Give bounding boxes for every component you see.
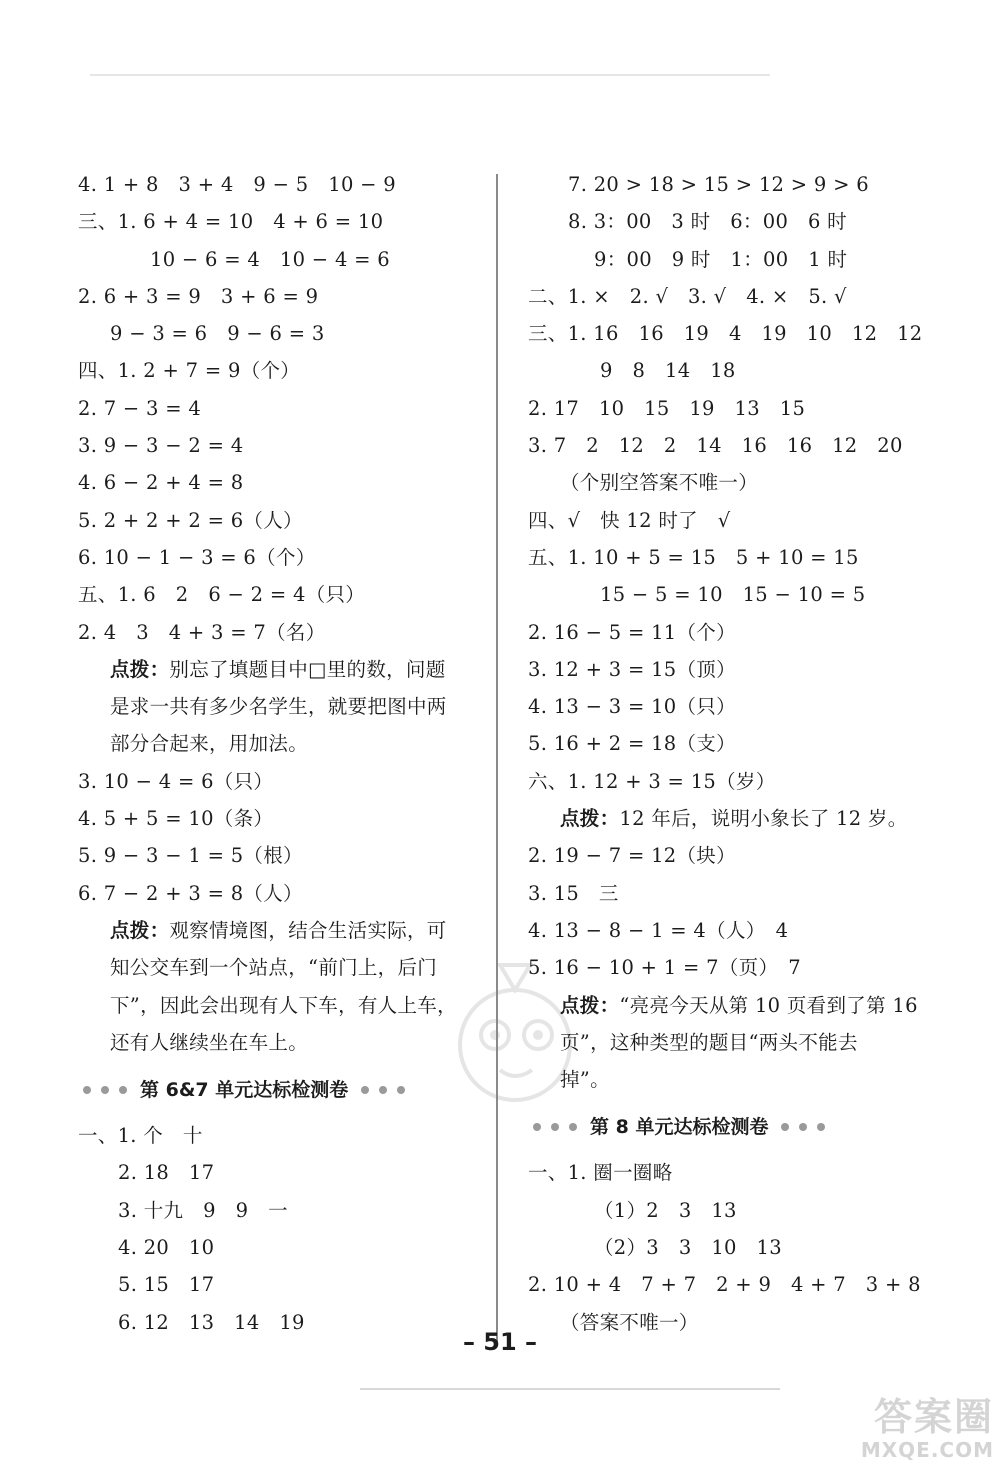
section-heading: [78, 1061, 478, 1117]
answer-line: 3. 十九 9 9 一: [118, 1198, 288, 1222]
section-heading-text: 第 6&7 单元达标检测卷: [140, 1078, 349, 1101]
heading-dot-icon: [83, 1086, 91, 1094]
answer-line: 4. 20 10: [118, 1236, 215, 1260]
tip-text: 12 年后，说明小象长了 12 岁。: [619, 807, 908, 831]
answer-line: 4. 13 − 8 − 1 = 4（人） 4: [528, 918, 789, 942]
heading-dot-icon: [101, 1086, 109, 1094]
answer-line: 15 − 5 = 10 15 − 10 = 5: [600, 583, 866, 607]
answer-line: 2. 6 + 3 = 9 3 + 6 = 9: [78, 284, 319, 308]
answer-line: （个别空答案不唯一）: [560, 471, 759, 495]
heading-dot-icon: [379, 1086, 387, 1094]
answer-line: 9 − 3 = 6 9 − 6 = 3: [110, 322, 325, 346]
answer-line: 还有人继续坐在车上。: [110, 1030, 309, 1054]
right-column: [528, 166, 928, 1341]
answer-line: 掉”。: [560, 1068, 610, 1092]
top-rule: [90, 74, 770, 76]
section-heading: [528, 1098, 928, 1154]
heading-dot-icon: [533, 1123, 541, 1131]
tip-line: [78, 912, 478, 949]
answer-line: 2. 7 − 3 = 4: [78, 396, 202, 420]
watermark: [724, 1395, 994, 1465]
answer-line: 2. 18 17: [118, 1161, 215, 1185]
heading-dot-icon: [569, 1123, 577, 1131]
bottom-rule: [360, 1388, 780, 1390]
tip-label: 点拨：: [560, 993, 620, 1017]
tip-line: [528, 987, 928, 1024]
heading-dot-icon: [397, 1086, 405, 1094]
answer-line: 6. 12 13 14 19: [118, 1310, 305, 1334]
answer-line: 一、1. 个 十: [78, 1124, 203, 1148]
answer-line: 4. 6 − 2 + 4 = 8: [78, 471, 244, 495]
heading-dot-icon: [119, 1086, 127, 1094]
answer-line: 四、√ 快 12 时了 √: [528, 508, 731, 532]
answer-line: 一、1. 圈一圈略: [528, 1161, 673, 1185]
column-divider: [496, 174, 498, 1344]
answer-line: 8. 3：00 3 时 6：00 6 时: [568, 210, 847, 234]
tip-text: 观察情境图，结合生活实际，可: [169, 918, 447, 942]
answer-line: 5. 9 − 3 − 1 = 5（根）: [78, 844, 303, 868]
tip-line: [528, 800, 928, 837]
answer-line: 四、1. 2 + 7 = 9（个）: [78, 359, 301, 383]
watermark-logo: 答案圈: [873, 1395, 994, 1439]
tip-text: “亮亮今天从第 10 页看到了第 16: [619, 993, 918, 1017]
answer-line: 2. 10 + 4 7 + 7 2 + 9 4 + 7 3 + 8: [528, 1273, 921, 1297]
answer-line: 页”，这种类型的题目“两头不能去: [560, 1030, 858, 1054]
answer-line: 3. 15 三: [528, 881, 619, 905]
answer-line: 部分合起来，用加法。: [110, 732, 309, 756]
answer-line: 6. 7 − 2 + 3 = 8（人）: [78, 881, 303, 905]
tip-label: 点拨：: [560, 807, 620, 831]
answer-line: 2. 4 3 4 + 3 = 7（名）: [78, 620, 326, 644]
answer-line: （答案不唯一）: [560, 1310, 699, 1334]
heading-dot-icon: [361, 1086, 369, 1094]
answer-line: 六、1. 12 + 3 = 15（岁）: [528, 769, 776, 793]
answer-line: 5. 15 17: [118, 1273, 215, 1297]
answer-line: 下”，因此会出现有人下车，有人上车，: [110, 993, 457, 1017]
answer-line: 知公交车到一个站点，“前门上，后门: [110, 956, 438, 980]
tip-line: [78, 651, 478, 688]
answer-line: 4. 5 + 5 = 10（条）: [78, 807, 274, 831]
answer-line: 是求一共有多少名学生，就要把图中两: [110, 695, 447, 719]
answer-line: （2）3 3 10 13: [594, 1236, 782, 1260]
answer-line: 7. 20 > 18 > 15 > 12 > 9 > 6: [568, 173, 869, 196]
tip-label: 点拨：: [110, 918, 170, 942]
answer-line: 5. 16 − 10 + 1 = 7（页） 7: [528, 956, 802, 980]
answer-line: 5. 2 + 2 + 2 = 6（人）: [78, 508, 303, 532]
answer-line: 10 − 6 = 4 10 − 4 = 6: [150, 247, 390, 271]
answer-line: 3. 12 + 3 = 15（顶）: [528, 657, 736, 681]
heading-dot-icon: [781, 1123, 789, 1131]
answer-line: 2. 16 − 5 = 11（个）: [528, 620, 736, 644]
answer-line: 二、1. × 2. √ 3. √ 4. × 5. √: [528, 284, 847, 308]
tip-text: 别忘了填题目中□里的数，问题: [169, 657, 446, 681]
answer-line: （1）2 3 13: [594, 1198, 737, 1222]
answer-line: 5. 16 + 2 = 18（支）: [528, 732, 736, 756]
answer-line: 9：00 9 时 1：00 1 时: [594, 247, 848, 271]
answer-line: 三、1. 6 + 4 = 10 4 + 6 = 10: [78, 210, 384, 234]
answer-line: 4. 1 + 8 3 + 4 9 − 5 10 − 9: [78, 173, 397, 196]
section-heading-text: 第 8 单元达标检测卷: [590, 1115, 769, 1138]
heading-dot-icon: [799, 1123, 807, 1131]
answer-line: 五、1. 10 + 5 = 15 5 + 10 = 15: [528, 545, 859, 569]
answer-line: 9 8 14 18: [600, 359, 736, 383]
heading-dot-icon: [551, 1123, 559, 1131]
answer-line: 3. 9 − 3 − 2 = 4: [78, 434, 244, 458]
answer-line: 3. 7 2 12 2 14 16 16 12 20: [528, 434, 903, 458]
answer-line: 2. 17 10 15 19 13 15: [528, 396, 806, 420]
page-number: – 51 –: [462, 1328, 538, 1356]
answer-line: 2. 19 − 7 = 12（块）: [528, 844, 736, 868]
answer-line: 五、1. 6 2 6 − 2 = 4（只）: [78, 583, 366, 607]
watermark-site: MXQE.COM: [860, 1438, 994, 1462]
heading-dot-icon: [817, 1123, 825, 1131]
answer-line: 3. 10 − 4 = 6（只）: [78, 769, 274, 793]
tip-label: 点拨：: [110, 657, 170, 681]
answer-line: 6. 10 − 1 − 3 = 6（个）: [78, 545, 316, 569]
answer-line: 三、1. 16 16 19 4 19 10 12 12: [528, 322, 923, 346]
left-column: [78, 166, 478, 1341]
answer-line: 4. 13 − 3 = 10（只）: [528, 695, 736, 719]
